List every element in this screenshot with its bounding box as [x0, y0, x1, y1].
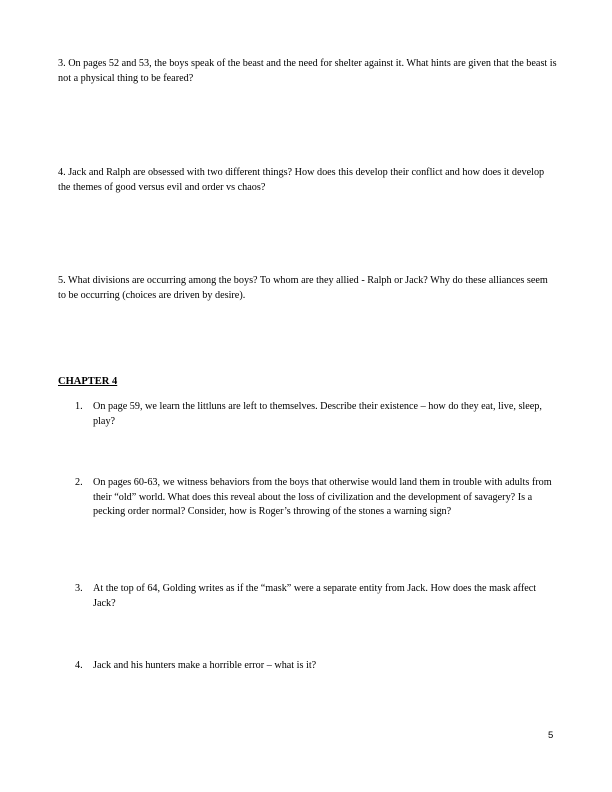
chapter-4-item-2: [75, 476, 555, 520]
question-5: 5. What divisions are occurring among the boys? To whom are they allied - Ralph or Jack? Why do these alliances seem to be occurring (choices are driven by desire).: [58, 275, 548, 301]
question-4: 4. Jack and Ralph are obsessed with two different things? How does this develop their conflict and how does it develop the themes of good versus evil and order vs chaos?: [58, 167, 545, 193]
item-number: 1.: [75, 401, 83, 412]
page-number: 5: [548, 730, 554, 741]
chapter-4-item-3: [75, 582, 555, 611]
item-text: Jack and his hunters make a horrible error – what is it?: [93, 660, 317, 671]
chapter-4-item-1: [75, 400, 555, 429]
chapter-4-heading: CHAPTER 4: [58, 376, 118, 387]
question-3: 3. On pages 52 and 53, the boys speak of the beast and the need for shelter against it. What hints are given that the beast is not a physical thing to be feared?: [58, 58, 557, 84]
item-number: 2.: [75, 477, 83, 488]
item-text: On pages 60-63, we witness behaviors from the boys that otherwise would land them in trouble with adults from their “old” world. What does this reveal about the loss of civilization and the development of savagery? Is a pecking order normal? Consider, how is Roger’s throwing of the stones a warning sign?: [93, 477, 552, 517]
item-number: 4.: [75, 660, 83, 671]
item-number: 3.: [75, 583, 83, 594]
chapter-4-item-4: [75, 659, 555, 674]
item-text: At the top of 64, Golding writes as if the “mask” were a separate entity from Jack. How does the mask affect Jack?: [93, 583, 537, 609]
item-text: On page 59, we learn the littluns are left to themselves. Describe their existence – how do they eat, live, sleep, play?: [93, 401, 542, 427]
